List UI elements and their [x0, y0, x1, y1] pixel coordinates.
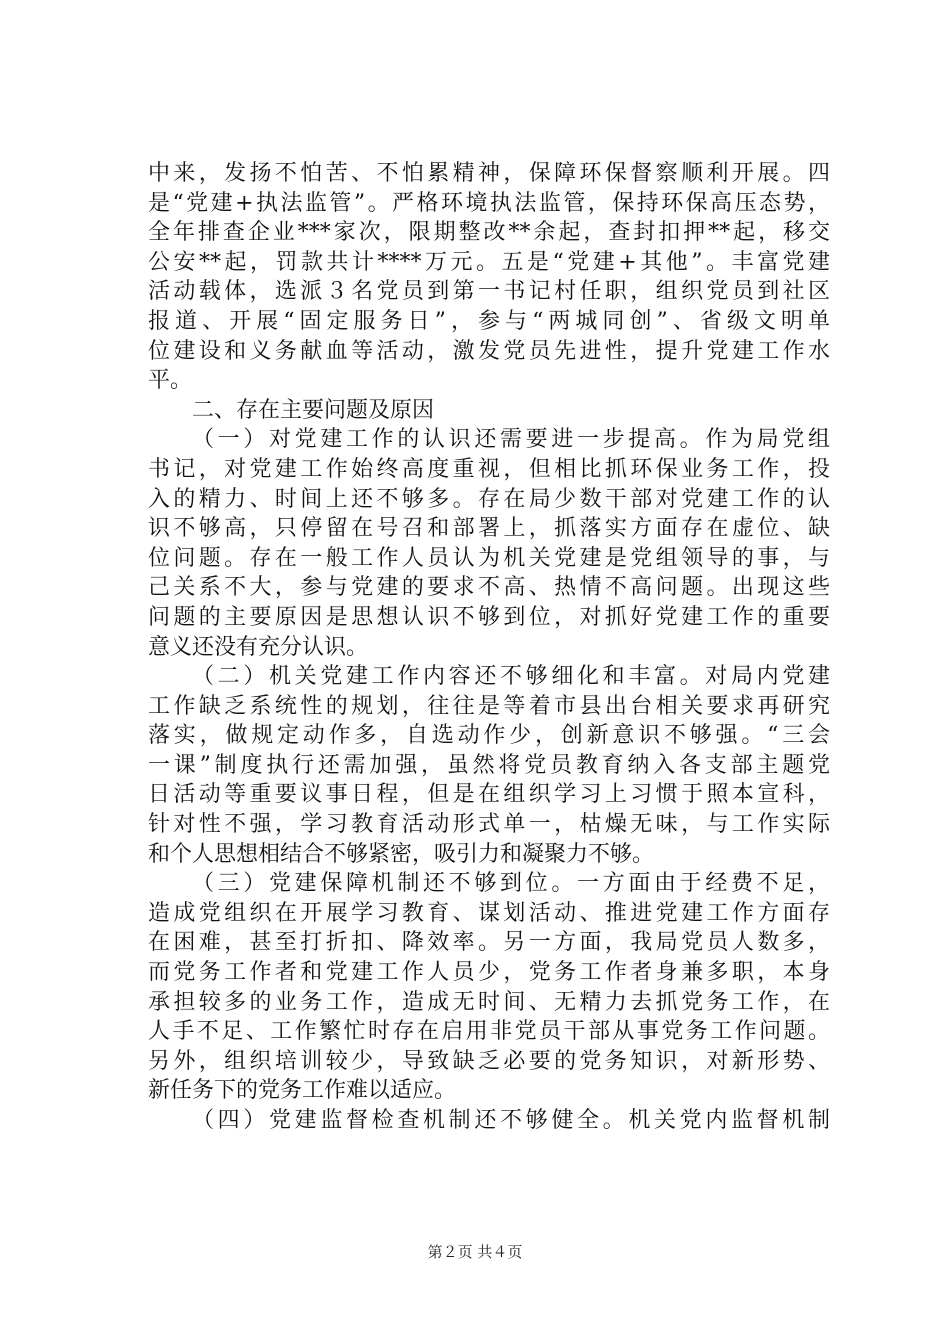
section-heading: 二、存在主要问题及原因: [192, 397, 435, 423]
document-body: [148, 159, 830, 1136]
body-line: 造成党组织在开展学习教育、谋划活动、推进党建工作方面存: [148, 900, 830, 926]
body-line: 在困难，甚至打折扣、降效率。另一方面，我局党员人数多，: [148, 930, 830, 956]
body-line: 和个人思想相结合不够紧密，吸引力和凝聚力不够。: [148, 841, 655, 867]
body-line: 新任务下的党务工作难以适应。: [148, 1078, 457, 1104]
body-line: 承担较多的业务工作，造成无时间、无精力去抓党务工作，在: [148, 989, 830, 1015]
body-line: 全年排查企业***家次，限期整改**余起，查封扣押**起，移交: [148, 220, 830, 246]
body-line: 另外，组织培训较少，导致缺乏必要的党务知识，对新形势、: [148, 1048, 830, 1074]
body-line: 报道、开展“固定服务日”，参与“两城同创”、省级文明单: [148, 308, 830, 334]
body-line: 位建设和义务献血等活动，激发党员先进性，提升党建工作水: [148, 338, 830, 364]
page-number-footer: 第２页 共４页: [427, 1243, 523, 1261]
body-line: 问题的主要原因是思想认识不够到位，对抓好党建工作的重要: [148, 604, 830, 630]
body-line: 是“党建+执法监管”。严格环境执法监管，保持环保高压态势，: [148, 190, 830, 216]
paragraph-first-line: （三）党建保障机制还不够到位。一方面由于经费不足，: [192, 871, 830, 897]
body-line: 平。: [148, 368, 193, 394]
body-line: 而党务工作者和党建工作人员少，党务工作者身兼多职，本身: [148, 960, 830, 986]
body-line: 己关系不大，参与党建的要求不高、热情不高问题。出现这些: [148, 575, 830, 601]
paragraph-first-line: （二）机关党建工作内容还不够细化和丰富。对局内党建: [192, 664, 830, 690]
body-line: 意义还没有充分认识。: [148, 634, 369, 660]
body-line: 人手不足、工作繁忙时存在启用非党员干部从事党务工作问题。: [148, 1019, 830, 1045]
body-line: 落实，做规定动作多，自选动作少，创新意识不够强。“三会: [148, 723, 830, 749]
body-line: 活动载体，选派３名党员到第一书记村任职，组织党员到社区: [148, 279, 830, 305]
paragraph-first-line: （一）对党建工作的认识还需要进一步提高。作为局党组: [192, 427, 830, 453]
body-line: 针对性不强，学习教育活动形式单一，枯燥无味，与工作实际: [148, 812, 830, 838]
paragraph-first-line: （四）党建监督检查机制还不够健全。机关党内监督机制: [192, 1108, 830, 1133]
body-line: 识不够高，只停留在号召和部署上，抓落实方面存在虚位、缺: [148, 516, 830, 542]
body-line: 中来，发扬不怕苦、不怕累精神，保障环保督察顺利开展。四: [148, 161, 830, 186]
body-line: 入的精力、时间上还不够多。存在局少数干部对党建工作的认: [148, 486, 830, 512]
body-line: 位问题。存在一般工作人员认为机关党建是党组领导的事，与: [148, 545, 830, 571]
body-line: 工作缺乏系统性的规划，往往是等着市县出台相关要求再研究: [148, 693, 830, 719]
body-line: 日活动等重要议事日程，但是在组织学习上习惯于照本宣科，: [148, 782, 830, 808]
body-line: 公安**起，罚款共计****万元。五是“党建+其他”。丰富党建: [148, 249, 830, 275]
body-line: 书记，对党建工作始终高度重视，但相比抓环保业务工作，投: [148, 456, 830, 482]
body-line: 一课”制度执行还需加强，虽然将党员教育纳入各支部主题党: [148, 752, 830, 778]
